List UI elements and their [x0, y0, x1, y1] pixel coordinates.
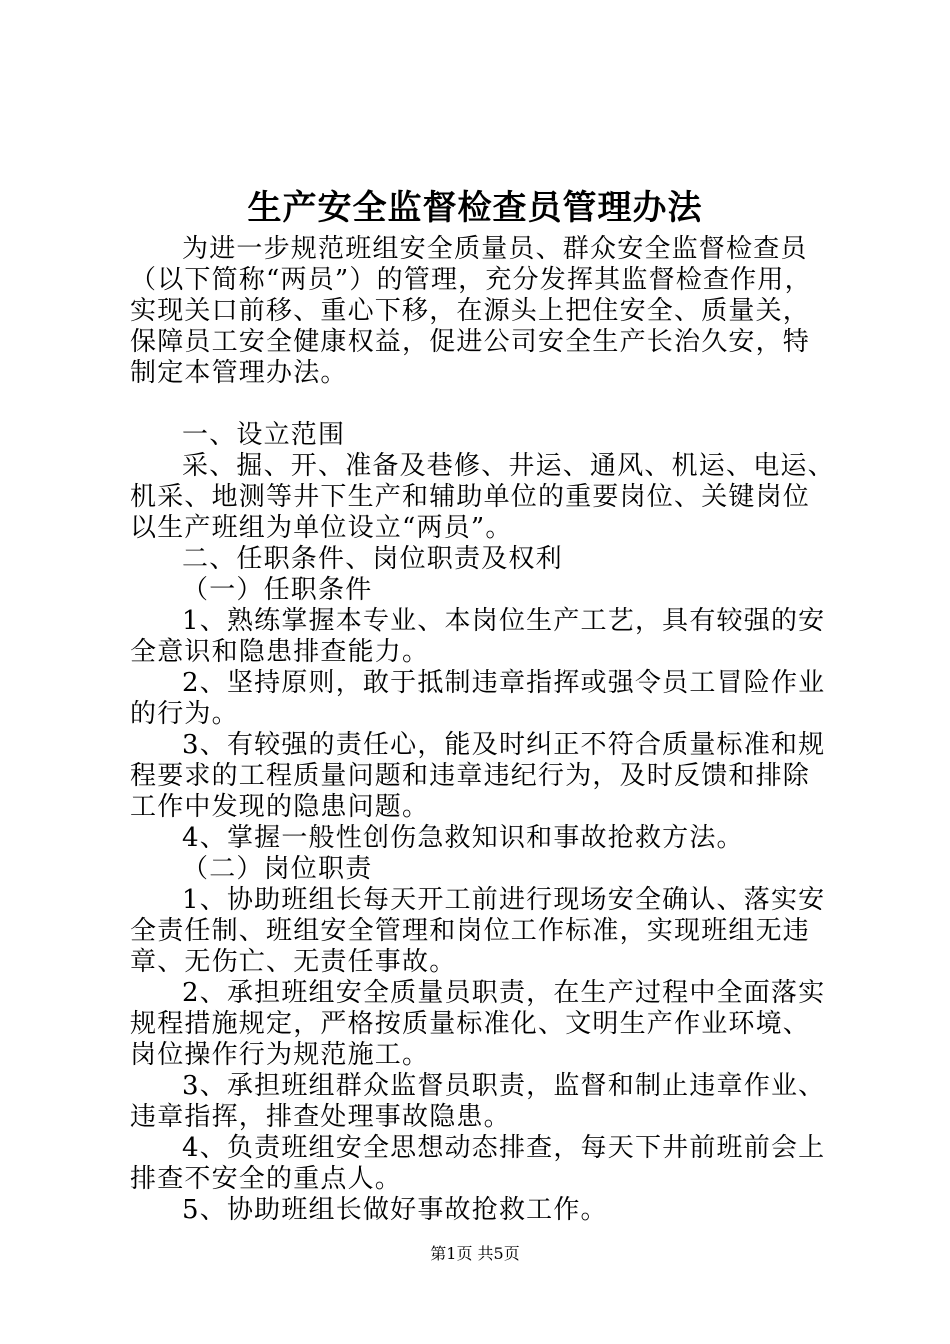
- section-scope-text: 采、掘、开、准备及巷修、井运、通风、机运、电运、机采、地测等井下生产和辅助单位的重要岗位、关键岗位以生产班组为单位设立“两员”。: [130, 451, 835, 543]
- qualification-item: 1、熟练掌握本专业、本岗位生产工艺，具有较强的安全意识和隐患排查能力。: [130, 606, 826, 667]
- duty-item: 1、协助班组长每天开工前进行现场安全确认、落实安全责任制、班组安全管理和岗位工作标准，实现班组无违章、无伤亡、无责任事故。: [130, 885, 826, 977]
- section-heading-scope: 一、设立范围: [182, 420, 346, 450]
- duty-item: 4、负责班组安全思想动态排查，每天下井前班前会上排查不安全的重点人。: [130, 1133, 826, 1194]
- subsection-heading-duties: （二）岗位职责: [182, 854, 373, 884]
- duty-item: 5、协助班组长做好事故抢救工作。: [182, 1195, 608, 1225]
- page-number-footer: 第1页 共5页: [430, 1244, 520, 1263]
- paragraph-spacer: [130, 389, 835, 420]
- document-body: [130, 234, 835, 1226]
- section-heading-conditions-duties: 二、任职条件、岗位职责及权利: [182, 544, 563, 574]
- qualification-item: 3、有较强的责任心，能及时纠正不符合质量标准和规程要求的工程质量问题和违章违纪行为，及时反馈和排除工作中发现的隐患问题。: [130, 730, 826, 822]
- qualification-item: 4、掌握一般性创伤急救知识和事故抢救方法。: [182, 823, 744, 853]
- page-title: 生产安全监督检查员管理办法: [247, 188, 703, 228]
- duty-item: 2、承担班组安全质量员职责，在生产过程中全面落实规程措施规定，严格按质量标准化、文明生产作业环境、岗位操作行为规范施工。: [130, 978, 826, 1070]
- duty-item: 3、承担班组群众监督员职责，监督和制止违章作业、违章指挥，排查处理事故隐患。: [130, 1071, 826, 1132]
- subsection-heading-qualifications: （一）任职条件: [182, 575, 373, 605]
- intro-paragraph: 为进一步规范班组安全质量员、群众安全监督检查员（以下简称“两员”）的管理，充分发挥其监督检查作用，实现关口前移、重心下移，在源头上把住安全、质量关，保障员工安全健康权益，促进公司安全生产长治久安，特制定本管理办法。: [130, 234, 812, 388]
- qualification-item: 2、坚持原则，敢于抵制违章指挥或强令员工冒险作业的行为。: [130, 668, 826, 729]
